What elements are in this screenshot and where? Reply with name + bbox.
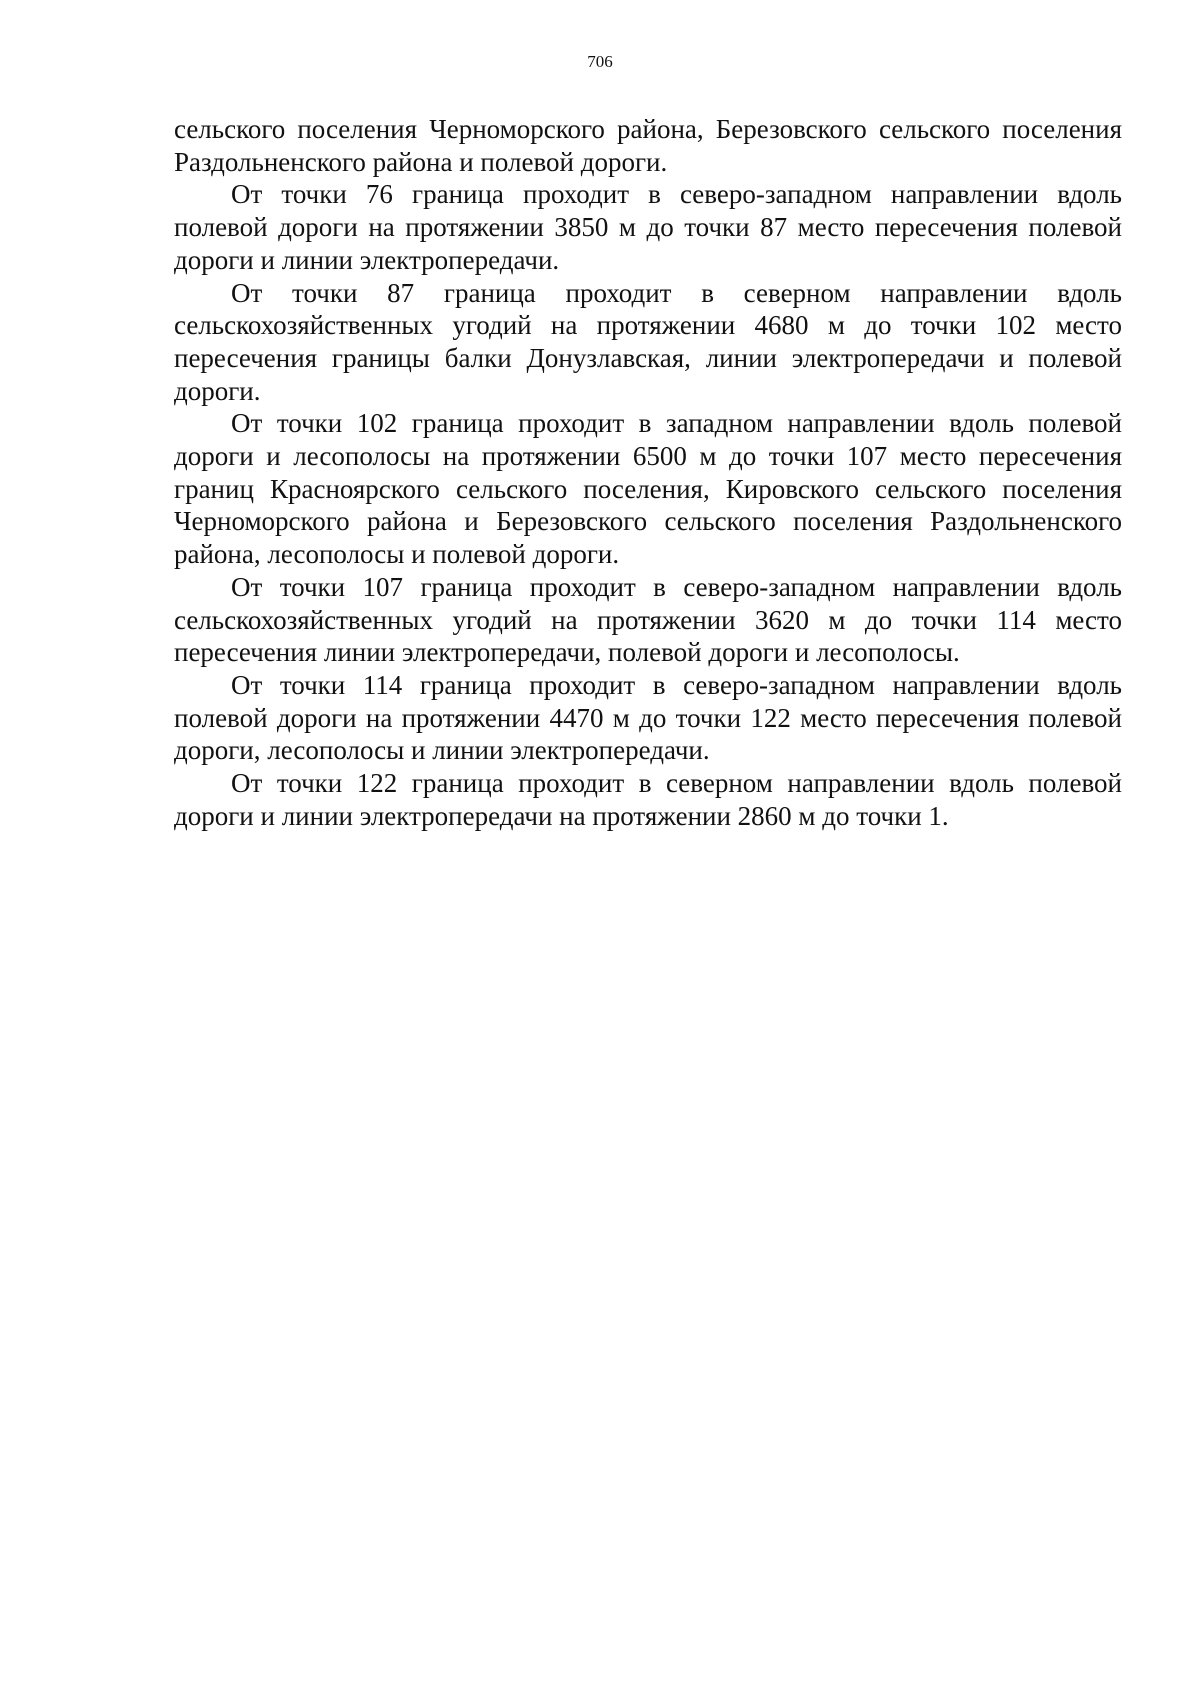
paragraph-point-76: От точки 76 граница проходит в северо-западном направлении вдоль полевой дороги на протяжении 3850 м до точки 87 место пересечения полевой дороги и линии электропередачи. <box>174 179 1122 275</box>
paragraph-continuation: сельского поселения Черноморского района, Березовского сельского поселения Раздольненского района и полевой дороги. <box>174 114 1122 177</box>
document-body <box>174 113 1122 832</box>
page-number: 706 <box>587 52 613 71</box>
paragraph-point-87: От точки 87 граница проходит в северном направлении вдоль сельскохозяйственных угодий на протяжении 4680 м до точки 102 место пересечения границы балки Донузлавская, линии электропередачи и полевой дороги. <box>174 277 1122 406</box>
paragraph-point-122: От точки 122 граница проходит в северном направлении вдоль полевой дороги и линии электропередачи на протяжении 2860 м до точки 1. <box>174 768 1122 831</box>
paragraph-point-114: От точки 114 граница проходит в северо-западном направлении вдоль полевой дороги на протяжении 4470 м до точки 122 место пересечения полевой дороги, лесополосы и линии электропередачи. <box>174 669 1122 766</box>
paragraph-point-102: От точки 102 граница проходит в западном направлении вдоль полевой дороги и лесополосы на протяжении 6500 м до точки 107 место пересечения границ Красноярского сельского поселения, Кировского сельского поселения Черноморского района и Березовского сельского поселения Раздольненского района, лесополосы и полевой дороги. <box>174 408 1122 570</box>
paragraph-point-107: От точки 107 граница проходит в северо-западном направлении вдоль сельскохозяйственных угодий на протяжении 3620 м до точки 114 место пересечения линии электропередачи, полевой дороги и лесополосы. <box>174 571 1122 668</box>
